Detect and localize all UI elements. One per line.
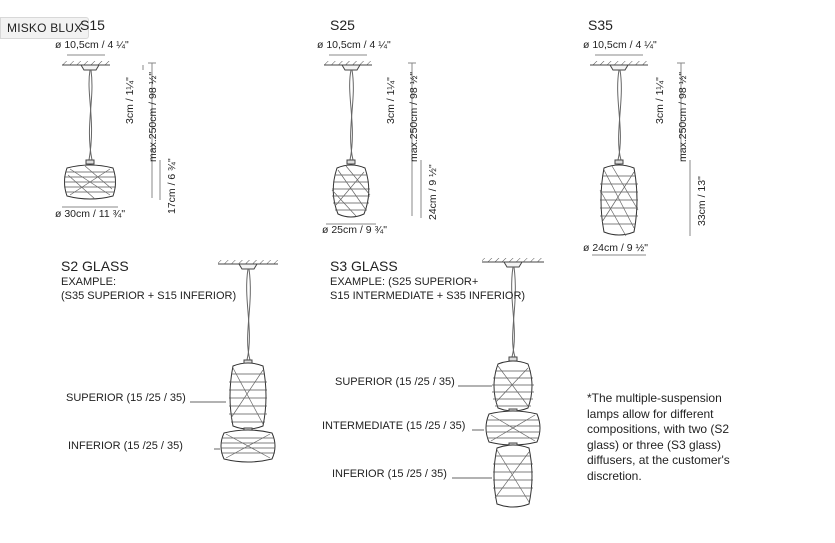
s35-canopy-height: 3cm / 1¼" bbox=[654, 77, 666, 124]
s2-example-label: EXAMPLE: bbox=[61, 276, 117, 288]
s25-cable-length: max.250cm / 98 ½" bbox=[408, 71, 420, 162]
s3-example-line1: EXAMPLE: (S25 SUPERIOR+ bbox=[330, 276, 479, 288]
s35-height: 33cm / 13" bbox=[696, 176, 708, 226]
brand-badge: MISKO BLUX bbox=[0, 17, 89, 39]
s3-glass-title: S3 GLASS bbox=[330, 258, 398, 274]
s15-lamp bbox=[62, 55, 160, 207]
s35-cable-length: max.250cm / 98 ½" bbox=[677, 71, 689, 162]
s25-diffuser bbox=[332, 165, 370, 217]
s35-lamp bbox=[590, 55, 690, 255]
s25-lamp bbox=[324, 55, 421, 224]
s25-top-dimension: ø 10,5cm / 4 ¼" bbox=[317, 39, 391, 51]
s25-height: 24cm / 9 ½" bbox=[427, 164, 439, 220]
s25-diameter: ø 25cm / 9 ¾" bbox=[322, 224, 387, 236]
s3-intermediate-label: INTERMEDIATE (15 /25 / 35) bbox=[322, 420, 466, 432]
s2-inferior-label: INFERIOR (15 /25 / 35) bbox=[68, 440, 183, 452]
s3-superior-label: SUPERIOR (15 /25 / 35) bbox=[335, 376, 455, 388]
s35-top-dimension: ø 10,5cm / 4 ¼" bbox=[583, 39, 657, 51]
note-line: discretion. bbox=[587, 468, 642, 483]
s2-example-text: (S35 SUPERIOR + S15 INFERIOR) bbox=[61, 290, 237, 302]
s15-height: 17cm / 6 ¾" bbox=[166, 158, 178, 214]
note-line: compositions, with two (S2 bbox=[587, 422, 730, 437]
s35-diameter: ø 24cm / 9 ½" bbox=[583, 242, 648, 254]
s2-glass-title: S2 GLASS bbox=[61, 258, 129, 274]
s25-title: S25 bbox=[330, 17, 355, 33]
s3-example-line2: S15 INTERMEDIATE + S35 INFERIOR) bbox=[330, 290, 526, 302]
note-line: lamps allow for different bbox=[587, 406, 714, 421]
s15-diffuser bbox=[64, 165, 116, 199]
s2-superior-label: SUPERIOR (15 /25 / 35) bbox=[66, 392, 186, 404]
s35-title: S35 bbox=[588, 17, 613, 33]
s15-title: S15 bbox=[80, 17, 105, 33]
note-line: glass) or three (S3 glass) bbox=[587, 437, 722, 452]
composition-note bbox=[587, 391, 787, 485]
note-line: diffusers, at the customer's bbox=[587, 453, 730, 468]
s25-canopy-height: 3cm / 1¼" bbox=[385, 77, 397, 124]
note-line: *The multiple-suspension bbox=[587, 391, 722, 405]
s15-diameter: ø 30cm / 11 ¾" bbox=[55, 208, 126, 220]
s15-cable-length: max.250cm / 98 ½" bbox=[147, 71, 159, 162]
s15-canopy-height: 3cm / 1¼" bbox=[124, 77, 136, 124]
s35-diffuser bbox=[600, 165, 638, 236]
s15-top-dimension: ø 10,5cm / 4 ¼" bbox=[55, 39, 129, 51]
s3-inferior-label: INFERIOR (15 /25 / 35) bbox=[332, 468, 447, 480]
